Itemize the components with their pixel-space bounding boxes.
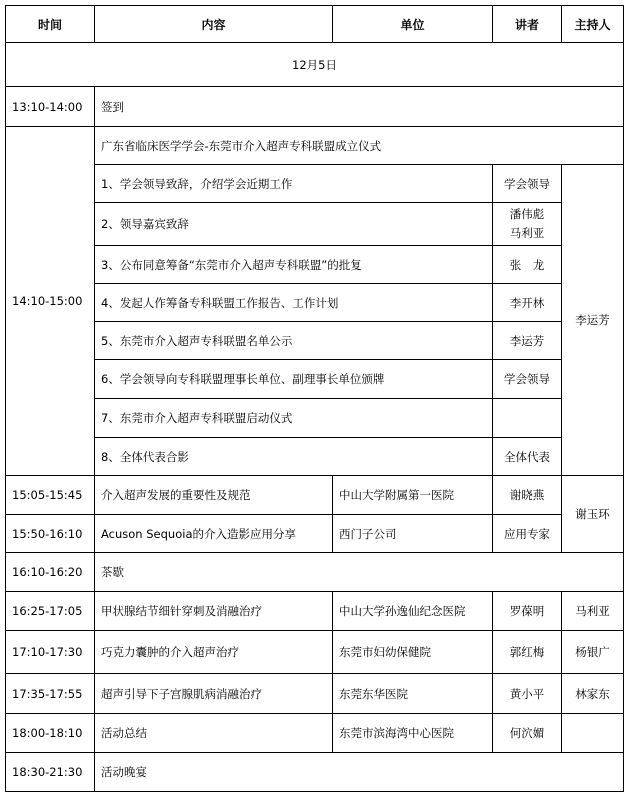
speaker-cell: 李开林 (493, 284, 562, 322)
host-cell: 杨银广 (562, 631, 624, 674)
speaker-cell: 全体代表 (493, 438, 562, 476)
content-cell: 介入超声发展的重要性及规范 (95, 476, 333, 515)
table-row (6, 515, 624, 553)
header-host: 主持人 (562, 6, 624, 43)
unit-cell: 东莞市滨海湾中心医院 (333, 714, 493, 753)
host-cell: 林家东 (562, 674, 624, 714)
table-row (6, 476, 624, 515)
table-row (6, 360, 624, 399)
unit-cell: 西门子公司 (333, 515, 493, 553)
speaker-cell: 李运芳 (493, 322, 562, 360)
content-cell: 7、东莞市介入超声专科联盟启动仪式 (95, 399, 493, 438)
time-cell: 14:10-15:00 (6, 127, 95, 476)
content-cell: 活动总结 (95, 714, 333, 753)
speaker-cell (493, 399, 562, 438)
speaker-cell (493, 203, 562, 246)
content-cell: 活动晚宴 (95, 753, 624, 792)
speaker-cell: 学会领导 (493, 165, 562, 203)
speaker-cell: 罗葆明 (493, 592, 562, 631)
content-cell: 2、领导嘉宾致辞 (95, 203, 493, 246)
unit-cell: 东莞市妇幼保健院 (333, 631, 493, 674)
table-row (6, 127, 624, 165)
table-row (6, 592, 624, 631)
table-row (6, 322, 624, 360)
unit-cell: 中山大学附属第一医院 (333, 476, 493, 515)
table-row (6, 203, 624, 246)
table-row (6, 438, 624, 476)
header-unit: 单位 (333, 6, 493, 43)
content-cell: 4、发起人作筹备专科联盟工作报告、工作计划 (95, 284, 493, 322)
header-row (6, 6, 624, 43)
unit-cell: 中山大学孙逸仙纪念医院 (333, 592, 493, 631)
host-cell (562, 714, 624, 753)
content-cell: 5、东莞市介入超声专科联盟名单公示 (95, 322, 493, 360)
header-time: 时间 (6, 6, 95, 43)
table-row (6, 165, 624, 203)
table-row (6, 553, 624, 592)
ceremony-title: 广东省临床医学学会-东莞市介入超声专科联盟成立仪式 (95, 127, 624, 165)
header-content: 内容 (95, 6, 333, 43)
table-row (6, 631, 624, 674)
time-cell: 18:00-18:10 (6, 714, 95, 753)
table-row (6, 753, 624, 792)
speaker-cell: 郭红梅 (493, 631, 562, 674)
speaker-cell: 张 龙 (493, 246, 562, 284)
content-cell: 6、学会领导向专科联盟理事长单位、副理事长单位颁牌 (95, 360, 493, 399)
content-cell: 茶歇 (95, 553, 624, 592)
date-cell: 12月5日 (6, 43, 624, 87)
time-cell: 16:25-17:05 (6, 592, 95, 631)
content-cell: 甲状腺结节细针穿刺及消融治疗 (95, 592, 333, 631)
time-cell: 17:10-17:30 (6, 631, 95, 674)
time-cell: 17:35-17:55 (6, 674, 95, 714)
table-row (6, 87, 624, 127)
time-cell: 16:10-16:20 (6, 553, 95, 592)
speaker-cell: 谢晓燕 (493, 476, 562, 515)
speaker-cell: 黄小平 (493, 674, 562, 714)
content-cell: 1、学会领导致辞，介绍学会近期工作 (95, 165, 493, 203)
content-cell: 签到 (95, 87, 624, 127)
table-row (6, 714, 624, 753)
content-cell: Acuson Sequoia的介入造影应用分享 (95, 515, 333, 553)
table-row (6, 246, 624, 284)
unit-cell: 东莞东华医院 (333, 674, 493, 714)
content-cell: 超声引导下子宫腺肌病消融治疗 (95, 674, 333, 714)
speaker-cell: 何泬媚 (493, 714, 562, 753)
speaker-cell: 应用专家 (493, 515, 562, 553)
speaker-cell: 学会领导 (493, 360, 562, 399)
time-cell: 18:30-21:30 (6, 753, 95, 792)
host-cell: 谢玉环 (562, 476, 624, 553)
speaker-name: 马利亚 (509, 226, 545, 240)
time-cell: 15:05-15:45 (6, 476, 95, 515)
time-cell: 15:50-16:10 (6, 515, 95, 553)
content-cell: 8、全体代表合影 (95, 438, 493, 476)
speaker-name: 潘伟彪 (509, 207, 545, 221)
host-cell: 马利亚 (562, 592, 624, 631)
schedule-table (5, 5, 624, 792)
host-cell: 李运芳 (562, 165, 624, 476)
content-cell: 巧克力囊肿的介入超声治疗 (95, 631, 333, 674)
table-row (6, 284, 624, 322)
content-cell: 3、公布同意筹备“东莞市介入超声专科联盟”的批复 (95, 246, 493, 284)
table-row (6, 399, 624, 438)
table-row (6, 674, 624, 714)
time-cell: 13:10-14:00 (6, 87, 95, 127)
date-row (6, 43, 624, 87)
header-speaker: 讲者 (493, 6, 562, 43)
